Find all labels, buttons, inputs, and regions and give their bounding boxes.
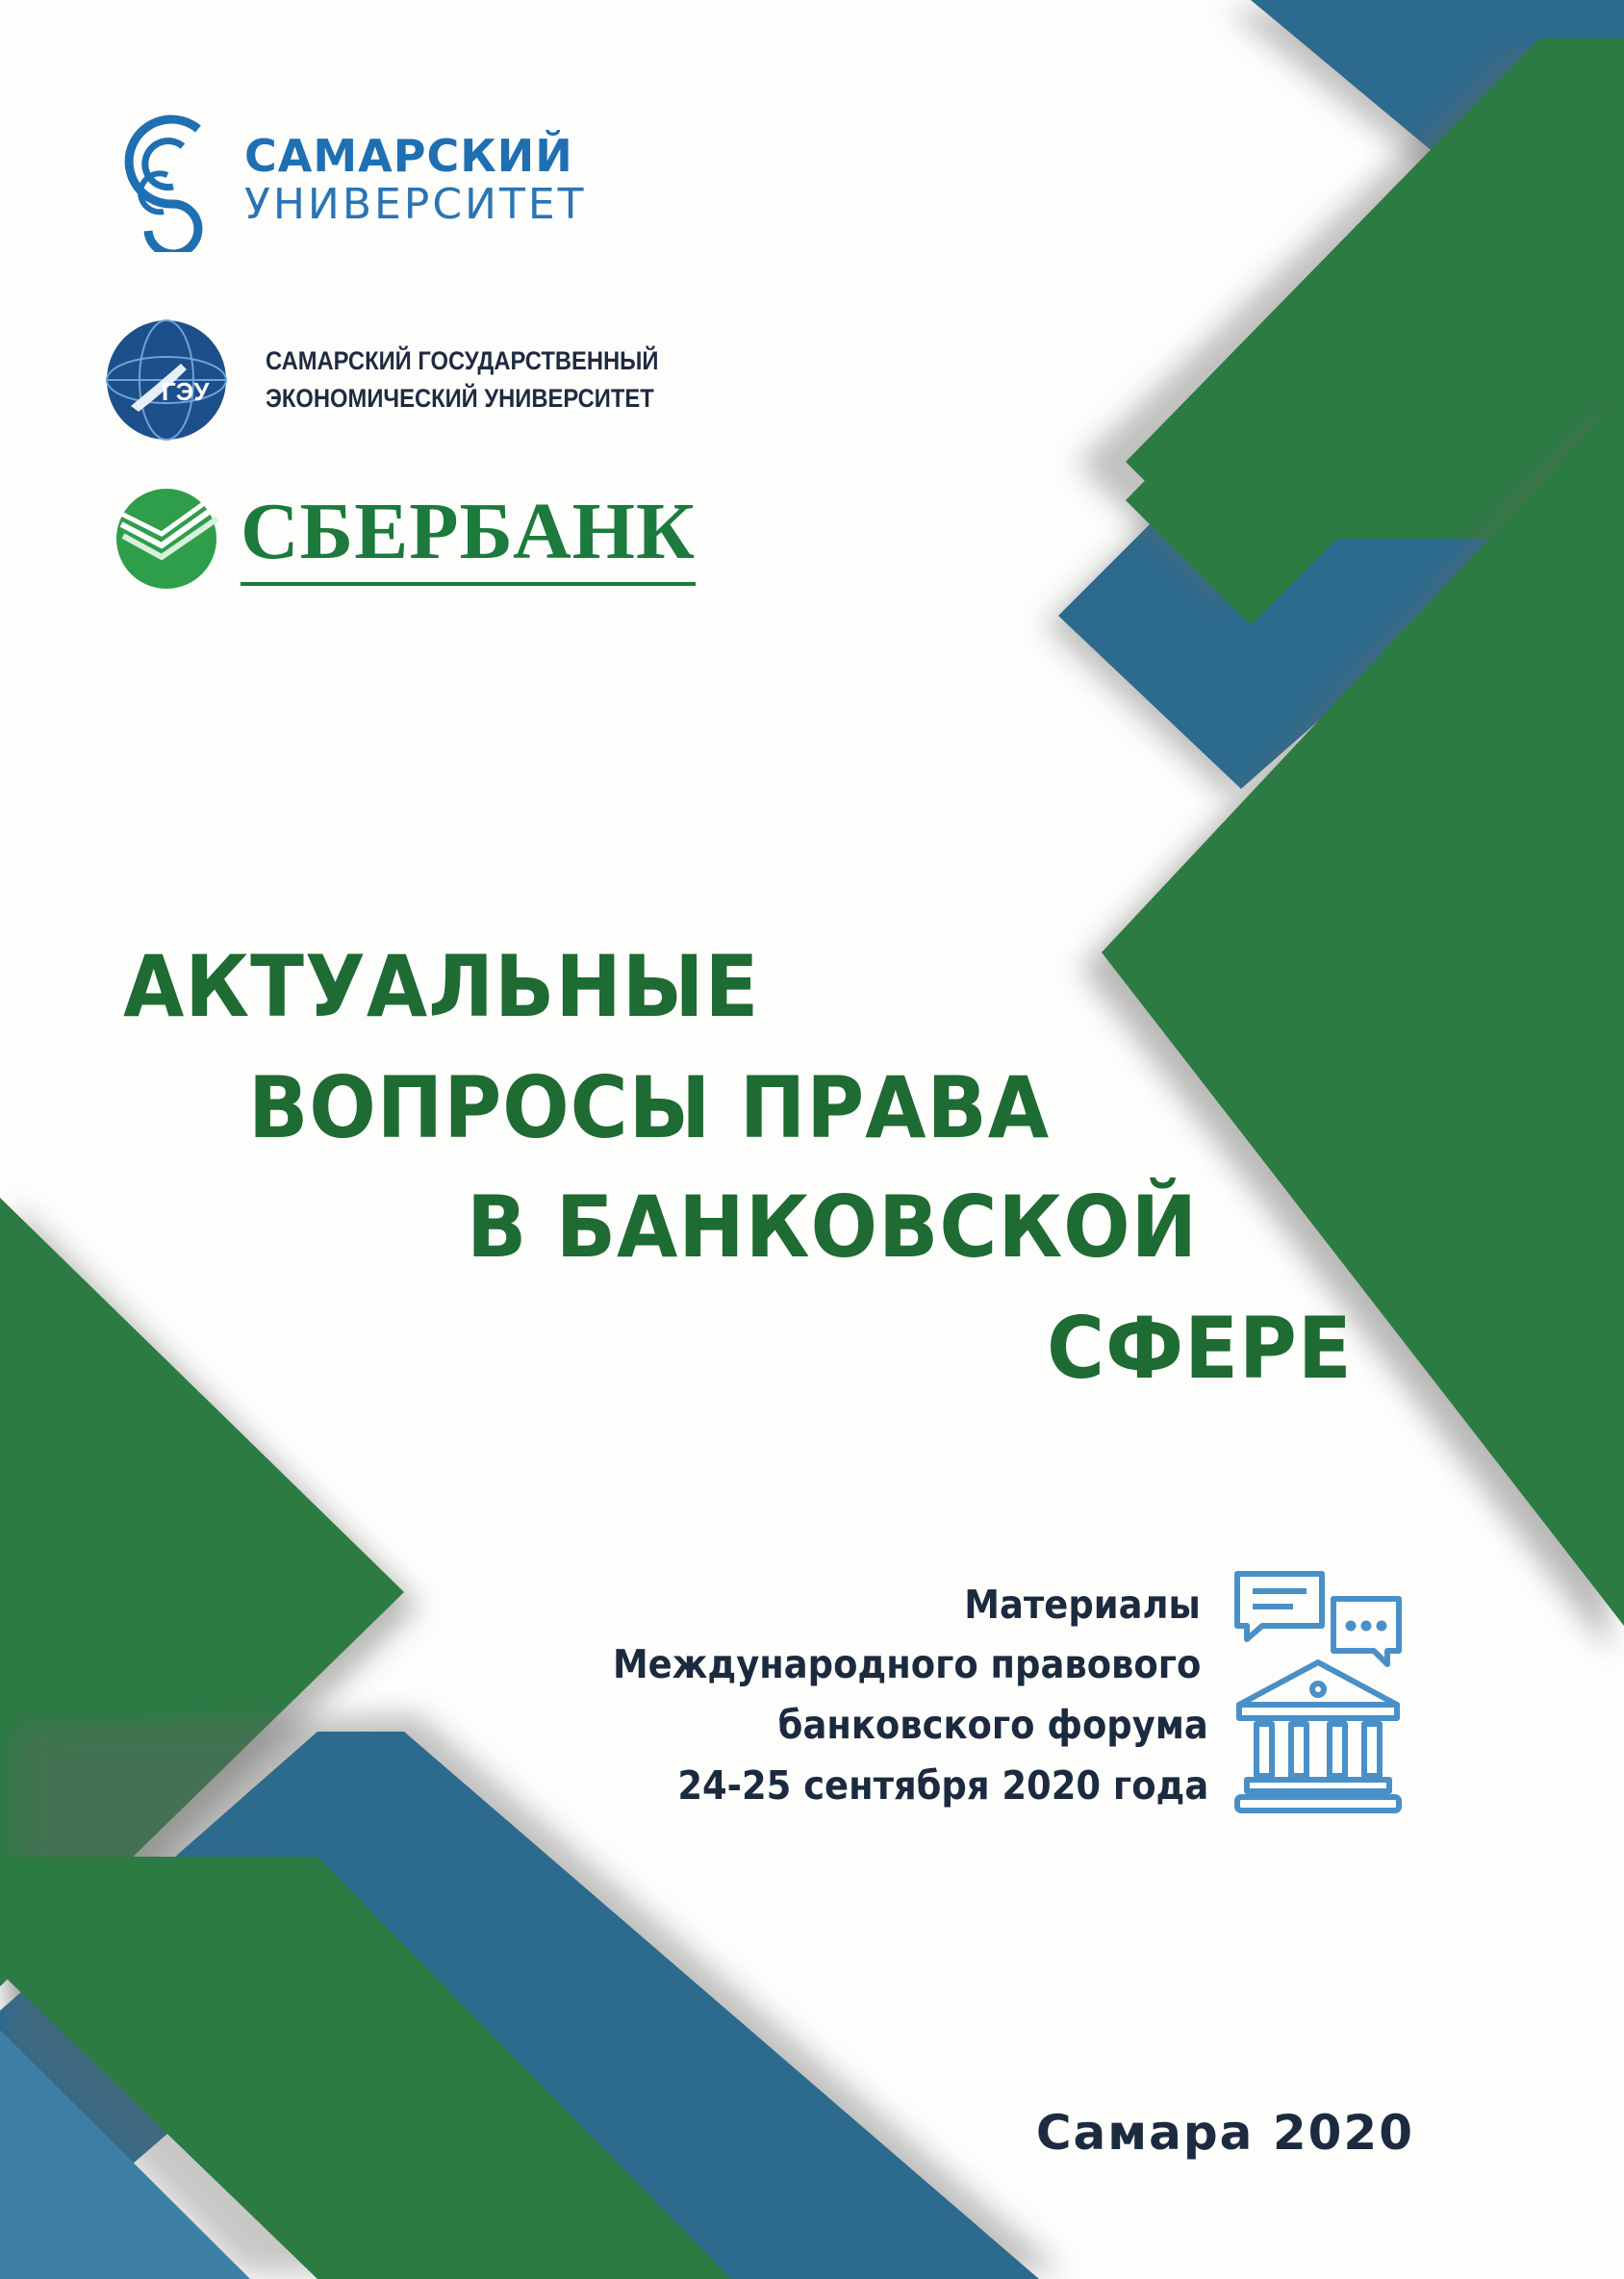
sseu-logo: [104, 317, 712, 443]
city-year: Самара 2020: [1035, 2105, 1414, 2161]
sberbank-name-wrap: [241, 487, 696, 586]
title-line-4: СФЕРЕ: [1047, 1299, 1353, 1398]
sseu-name: [266, 342, 658, 418]
samara-university-name: [244, 129, 587, 230]
subtitle-line-1: Материалы: [964, 1582, 1201, 1628]
samara-university-logo-icon: [115, 108, 231, 252]
sberbank-logo-icon: [114, 486, 219, 592]
sberbank-name: СБЕРБАНК: [241, 492, 696, 586]
subtitle-line-2: Международного правового: [612, 1641, 1201, 1687]
title-line-3: В БАНКОВСКОЙ: [467, 1177, 1199, 1277]
subtitle-line-4: 24-25 сентября 2020 года: [677, 1762, 1208, 1809]
samara-university-line2: УНИВЕРСИТЕТ: [244, 180, 587, 230]
sseu-line1: САМАРСКИЙ ГОСУДАРСТВЕННЫЙ: [266, 345, 659, 375]
title-line-1: АКТУАЛЬНЫЕ: [123, 937, 760, 1036]
title-line-2: ВОПРОСЫ ПРАВА: [248, 1058, 1050, 1157]
forum-bank-chat-icon: [1233, 1570, 1403, 1816]
samara-university-line1: САМАРСКИЙ: [244, 129, 573, 182]
subtitle-line-3: банковского форума: [777, 1702, 1208, 1748]
samara-university-logo: [115, 108, 587, 252]
sseu-badge-text: ГЭУ: [162, 377, 210, 406]
sberbank-logo: [114, 486, 696, 592]
sseu-line2: ЭКОНОМИЧЕСКИЙ УНИВЕРСИТЕТ: [266, 384, 654, 413]
sseu-globe-logo-icon: [104, 317, 229, 443]
